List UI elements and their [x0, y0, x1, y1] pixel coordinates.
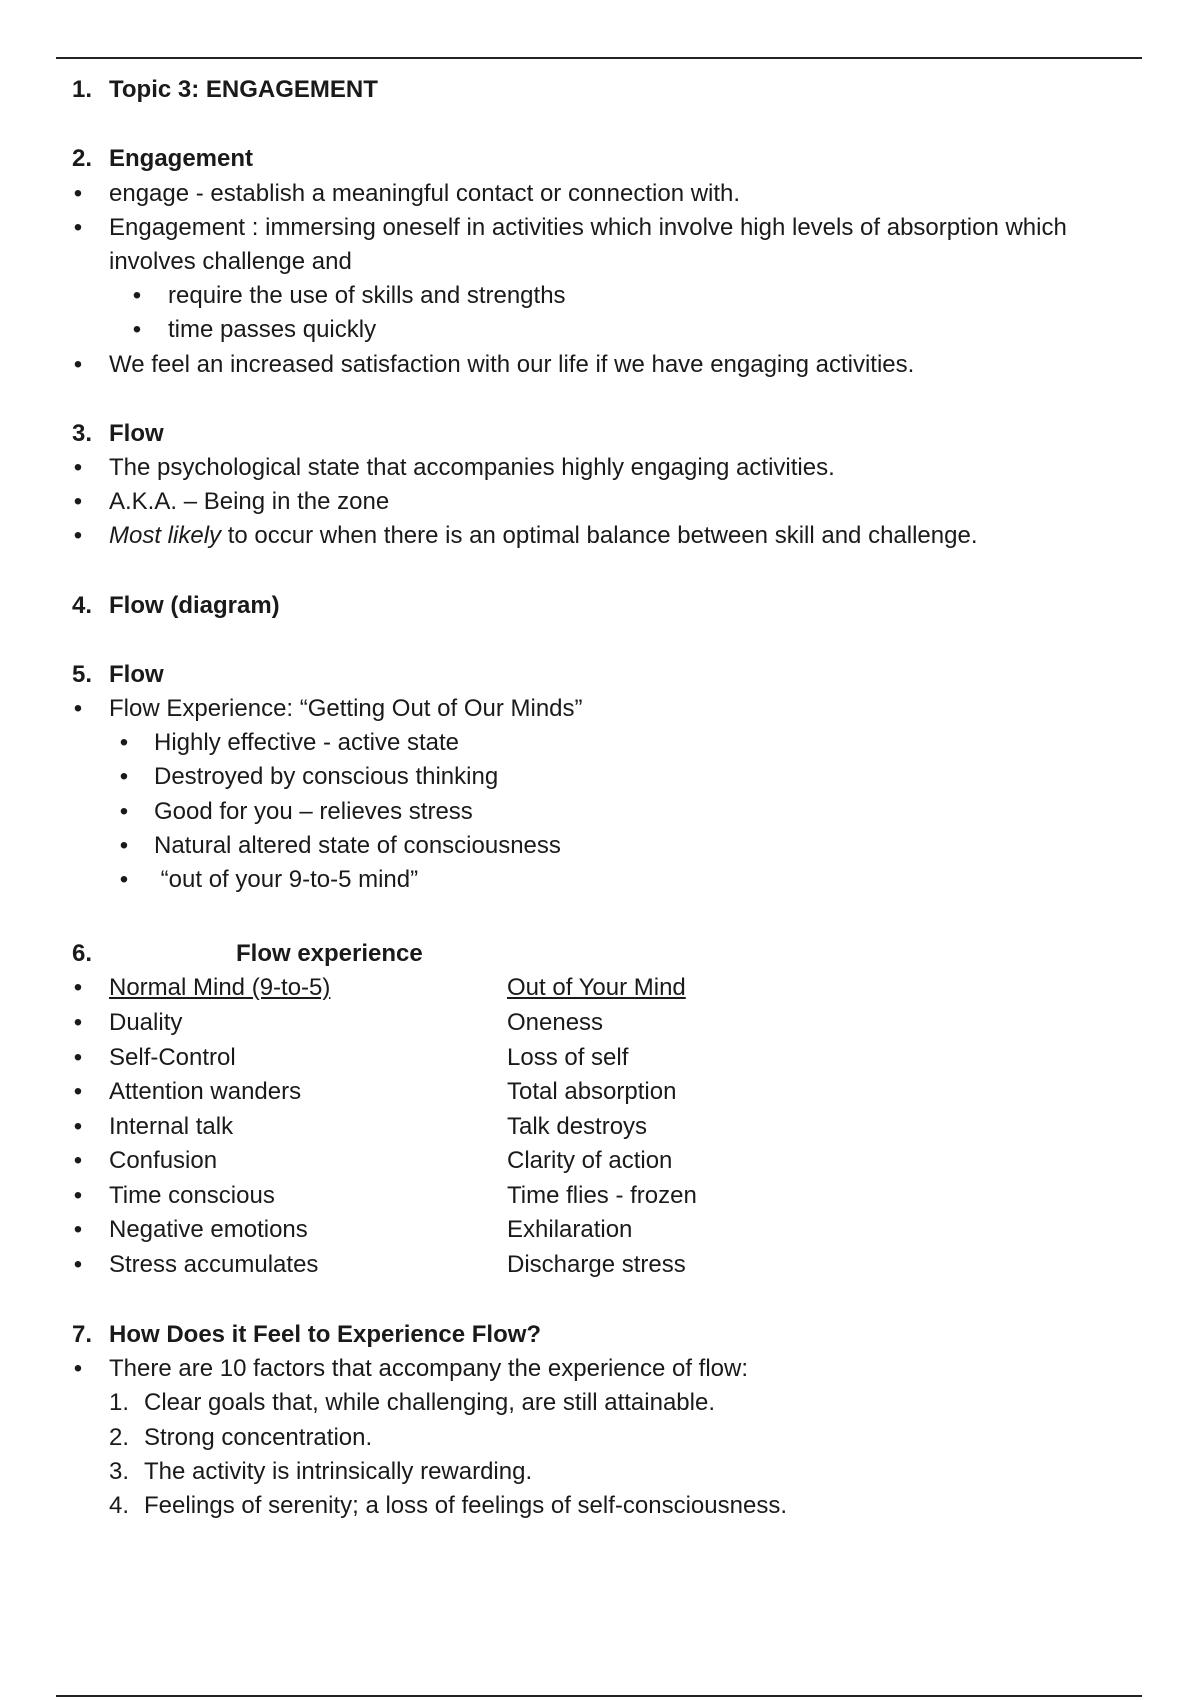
section-title: Flow	[109, 661, 164, 688]
bullet-icon: •	[73, 1009, 83, 1036]
section-3-heading	[72, 419, 164, 449]
italic-emphasis: Most likely	[109, 522, 222, 549]
normal-mind-cell: Internal talk	[109, 1112, 234, 1140]
out-of-mind-cell: Talk destroys	[507, 1112, 648, 1140]
bullet-icon: •	[119, 729, 129, 756]
item-number: 1.	[109, 1389, 130, 1416]
section-title: Topic 3: ENGAGEMENT	[109, 76, 378, 103]
normal-mind-cell: Negative emotions	[109, 1216, 308, 1243]
bullet-icon: •	[73, 974, 83, 1001]
section-4-heading	[72, 591, 280, 621]
bullet-icon: •	[119, 798, 129, 825]
numbered-item	[109, 1491, 787, 1521]
bullet-text: Natural altered state of consciousness	[154, 832, 561, 859]
numbered-item	[109, 1423, 373, 1453]
item-text: Feelings of serenity; a loss of feelings of self-consciousness.	[144, 1492, 787, 1519]
bullet-icon: •	[73, 1355, 83, 1382]
section-number: 7.	[72, 1321, 93, 1348]
section-2-heading	[72, 144, 254, 174]
normal-mind-cell: Self-Control	[109, 1043, 236, 1071]
section-number: 4.	[72, 592, 93, 619]
section-number: 1.	[72, 76, 93, 103]
bullet-icon: •	[73, 1181, 83, 1209]
section-title: Flow experience	[236, 940, 423, 967]
numbered-item	[109, 1457, 533, 1487]
bullet-text: require the use of skills and strengths	[168, 282, 566, 309]
section-5-heading	[72, 660, 164, 690]
item-text: Clear goals that, while challenging, are still attainable.	[144, 1389, 715, 1416]
bullet-text: A.K.A. – Being in the zone	[109, 488, 390, 515]
bullet-continuation: involves challenge and	[109, 248, 352, 275]
bullet-icon: •	[73, 522, 83, 549]
bullet-text: engage - establish a meaningful contact or connection with.	[109, 180, 741, 207]
bullet-icon: •	[73, 488, 83, 515]
bullet-text: We feel an increased satisfaction with our life if we have engaging activities.	[109, 351, 915, 378]
out-of-mind-cell: Time flies - frozen	[507, 1181, 697, 1209]
section-1-heading	[72, 75, 378, 105]
bullet-text: “out of your 9-to-5 mind”	[154, 866, 419, 893]
bullet-icon: •	[73, 214, 83, 241]
item-text: The activity is intrinsically rewarding.	[144, 1458, 533, 1485]
bullet-text: Highly effective - active state	[154, 729, 460, 756]
section-6-heading	[72, 939, 423, 969]
bullet-icon: •	[73, 1147, 83, 1174]
section-title: How Does it Feel to Experience Flow?	[109, 1321, 542, 1348]
section-title: Engagement	[109, 145, 254, 172]
bullet-icon: •	[73, 1250, 83, 1278]
bullet-text-rest: to occur when there is an optimal balance between skill and challenge.	[221, 522, 978, 549]
normal-mind-cell: Confusion	[109, 1147, 218, 1174]
bullet-icon: •	[132, 316, 142, 343]
out-of-mind-cell: Total absorption	[507, 1078, 677, 1105]
bullet-icon: •	[73, 1112, 83, 1140]
normal-mind-cell: Duality	[109, 1009, 183, 1036]
item-text: Strong concentration.	[144, 1424, 373, 1451]
bullet-icon: •	[73, 351, 83, 378]
section-number: 6.	[72, 940, 93, 967]
item-number: 2.	[109, 1424, 130, 1451]
bullet-text: Good for you – relieves stress	[154, 798, 473, 825]
normal-mind-cell: Stress accumulates	[109, 1250, 319, 1278]
out-of-mind-cell: Discharge stress	[507, 1250, 686, 1278]
out-of-mind-cell: Exhilaration	[507, 1216, 633, 1243]
column-header-out-of-mind: Out of Your Mind	[507, 974, 686, 1001]
item-number: 4.	[109, 1492, 130, 1519]
out-of-mind-cell: Clarity of action	[507, 1147, 673, 1174]
bullet-icon: •	[73, 180, 83, 207]
item-number: 3.	[109, 1458, 130, 1485]
bullet-text	[109, 521, 978, 551]
bullet-icon: •	[119, 866, 129, 893]
section-title: Flow	[109, 420, 164, 447]
section-title: Flow (diagram)	[109, 592, 280, 619]
bullet-icon: •	[73, 454, 83, 481]
bullet-icon: •	[73, 1043, 83, 1071]
numbered-item	[109, 1388, 715, 1418]
bullet-text: time passes quickly	[168, 316, 377, 343]
column-header-normal-mind: Normal Mind (9-to-5)	[109, 974, 331, 1001]
bullet-text: Flow Experience: “Getting Out of Our Minds”	[109, 695, 583, 722]
bullet-icon: •	[73, 695, 83, 722]
section-7-heading	[72, 1320, 542, 1350]
section-number: 2.	[72, 145, 93, 172]
bullet-icon: •	[73, 1078, 83, 1105]
bullet-icon: •	[132, 282, 142, 309]
normal-mind-cell: Time conscious	[109, 1181, 275, 1209]
bullet-text: Destroyed by conscious thinking	[154, 763, 499, 790]
bullet-icon: •	[73, 1216, 83, 1243]
bullet-text: The psychological state that accompanies highly engaging activities.	[109, 454, 835, 481]
bullet-icon: •	[119, 763, 129, 790]
section-number: 5.	[72, 661, 93, 688]
bullet-text: There are 10 factors that accompany the experience of flow:	[109, 1355, 749, 1382]
bullet-text: Engagement : immersing oneself in activities which involve high levels of absorption which	[109, 214, 1067, 241]
bottom-rule	[56, 1695, 1142, 1697]
bullet-icon: •	[119, 832, 129, 859]
out-of-mind-cell: Loss of self	[507, 1043, 629, 1071]
out-of-mind-cell: Oneness	[507, 1009, 604, 1036]
normal-mind-cell: Attention wanders	[109, 1078, 302, 1105]
section-number: 3.	[72, 420, 93, 447]
